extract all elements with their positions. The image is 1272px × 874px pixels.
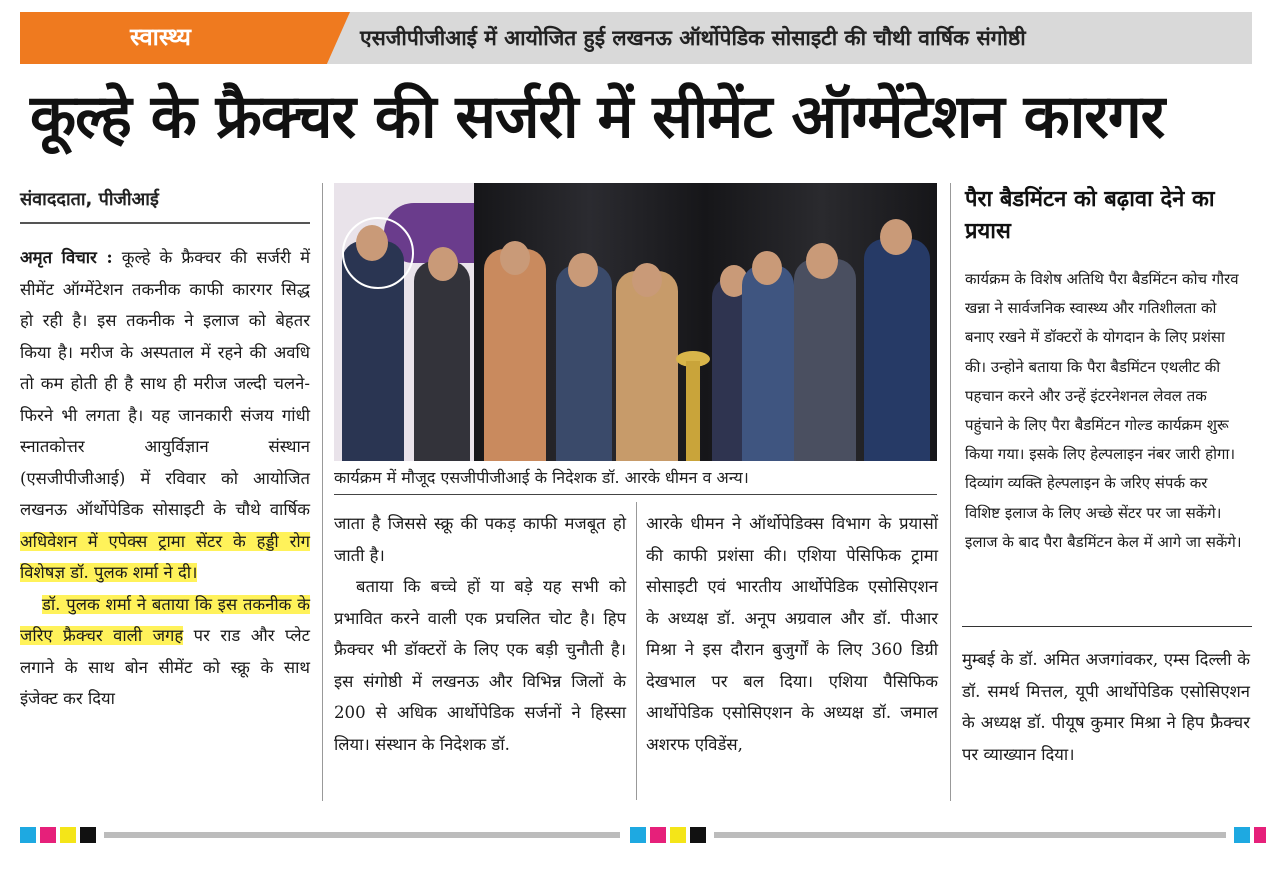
sidebar-title: पैरा बैडमिंटन को बढ़ावा देने का प्रयास	[965, 187, 1215, 244]
column-2	[334, 508, 626, 760]
headline: कूल्हे के फ्रैक्चर की सर्जरी में सीमेंट ऑग्मेंटेशन कारगर	[30, 82, 1165, 152]
reg-mark-yellow	[60, 827, 76, 843]
reg-mark-cyan	[1234, 827, 1250, 843]
highlighted-text-2: डॉ. पुलक शर्मा ने बताया कि इस तकनीक के जरिए फ्रैक्चर वाली जगह	[20, 594, 310, 645]
column-divider	[636, 502, 637, 800]
column-4	[962, 644, 1250, 770]
person-2	[414, 261, 470, 461]
person-9	[864, 239, 930, 461]
person-3	[484, 249, 546, 461]
column-2-para-1: जाता है जिससे स्क्रू की पकड़ काफी मजबूत हो जाती है।	[334, 514, 626, 565]
reg-mark-cyan	[20, 827, 36, 843]
caption-rule	[334, 494, 937, 495]
column-divider	[322, 183, 323, 801]
dateline: अमृत विचार :	[20, 247, 113, 267]
column-4-para-1: मुम्बई के डॉ. अमित अजगांवकर, एम्स दिल्ली के डॉ. समर्थ मित्तल, यूपी आर्थोपेडिक एसोसिएशन के अध्यक्ष डॉ. पीयूष कुमार मिश्रा ने हिप फ्रैक्चर पर व्याख्यान दिया।	[962, 650, 1250, 764]
category-label: स्वास्थ्य	[130, 23, 191, 51]
highlighted-text: अधिवेशन में एपेक्स ट्रामा सेंटर के हड्डी रोग विशेषज्ञ डॉ. पुलक शर्मा ने दी।	[20, 531, 310, 582]
person-7-head	[752, 251, 782, 285]
reg-mark-yellow	[670, 827, 686, 843]
person-9-head	[880, 219, 912, 255]
person-8	[794, 259, 856, 461]
kicker-text: एसजीपीजीआई में आयोजित हुई लखनऊ ऑर्थोपेडिक सोसाइटी की चौथी वार्षिक संगोष्ठी	[360, 26, 1026, 50]
reg-mark-black	[690, 827, 706, 843]
reg-mark-black	[80, 827, 96, 843]
column-1	[20, 242, 310, 715]
reg-bar	[104, 832, 620, 838]
byline: संवाददाता, पीजीआई	[20, 189, 159, 210]
sidebar-text: कार्यक्रम के विशेष अतिथि पैरा बैडमिंटन कोच गौरव खन्ना ने सार्वजनिक स्वास्थ्य और गतिशीलता को बनाए रखने में डॉक्टरों के योगदान के लिए प्रशंसा की। उन्होने बताया कि पैरा बैडमिंटन एथलीट की पहचान करने और उन्हें इंटरनेशनल लेवल तक पहुंचाने के लिए पैरा बैडमिंटन गोल्ड कार्यक्रम शुरू किया गया। इसके लिए हेल्पलाइन नंबर जारी होगा। दिव्यांग व्यक्ति हेल्पलाइन के जरिए संपर्क कर विशिष्ट इलाज के लिए अच्छे सेंटर पर जा सकेंगे। इलाज के बाद पैरा बैडमिंटन केल में आगे जा सकेंगे।	[965, 270, 1242, 551]
sidebar-rule	[962, 626, 1252, 627]
photo-caption: कार्यक्रम में मौजूद एसजीपीजीआई के निदेशक डॉ. आरके धीमन व अन्य।	[334, 468, 749, 487]
column-divider	[950, 183, 951, 801]
reg-mark-magenta	[1254, 827, 1266, 843]
column-2-para-2: बताया कि बच्चे हों या बड़े यह सभी को प्रभावित करने वाली एक प्रचलित चोट है। हिप फ्रैक्चर भी डॉक्टरों के लिए एक बड़ी चुनौती है। इस संगोष्ठी में लखनऊ और विभिन्न जिलों के 200 से अधिक आर्थोपेडिक सर्जनों ने हिस्सा लिया। संस्थान के निदेशक डॉ.	[334, 577, 626, 754]
column-1-text: कूल्हे के फ्रैक्चर की सर्जरी में सीमेंट ऑग्मेंटेशन तकनीक काफी कारगर सिद्ध हो रही है। इस तकनीक ने इलाज को बेहतर किया है। मरीज के अस्पताल में रहने की अवधि तो कम होती ही है साथ ही मरीज जल्दी चलने-फिरने भी लगता है। यह जानकारी संजय गांधी स्नातकोत्तर आयुर्विज्ञान संस्थान (एसजीपीजीआई) में रविवार को आयोजित लखनऊ ऑर्थोपेडिक सोसाइटी के चौथे वार्षिक	[20, 248, 310, 519]
column-1-text-2: पर राड और प्लेट लगाने के साथ बोन सीमेंट को स्क्रू के साथ इंजेक्ट कर दिया	[20, 626, 311, 708]
person-4	[556, 265, 612, 461]
brass-lamp	[686, 361, 700, 461]
person-2-head	[428, 247, 458, 281]
reg-mark-magenta	[40, 827, 56, 843]
column-rule	[20, 222, 310, 224]
person-5	[616, 271, 678, 461]
column-3-para-1: आरके धीमन ने ऑर्थोपेडिक्स विभाग के प्रयासों की काफी प्रशंसा की। एशिया पेसिफिक ट्रामा सोसाइटी एवं भारतीय आर्थोपेडिक एसोसिएशन के अध्यक्ष डॉ. अनूप अग्रवाल और डॉ. पीआर मिश्रा ने इस दौरान बुजुर्गों के लिए 360 डिग्री देखभाल पर बल दिया। एशिया पैसिफिक आर्थोपेडिक एसोसिएशन के अध्यक्ष डॉ. जमाल अशरफ एविडेंस,	[646, 514, 938, 754]
person-4-head	[568, 253, 598, 287]
event-photo	[334, 183, 937, 461]
reg-bar	[714, 832, 1226, 838]
reg-mark-magenta	[650, 827, 666, 843]
person-5-head	[632, 263, 662, 297]
circle-marker	[342, 217, 414, 289]
person-8-head	[806, 243, 838, 279]
column-3	[646, 508, 938, 760]
person-3-head	[500, 241, 530, 275]
reg-mark-cyan	[630, 827, 646, 843]
person-7	[742, 265, 794, 461]
